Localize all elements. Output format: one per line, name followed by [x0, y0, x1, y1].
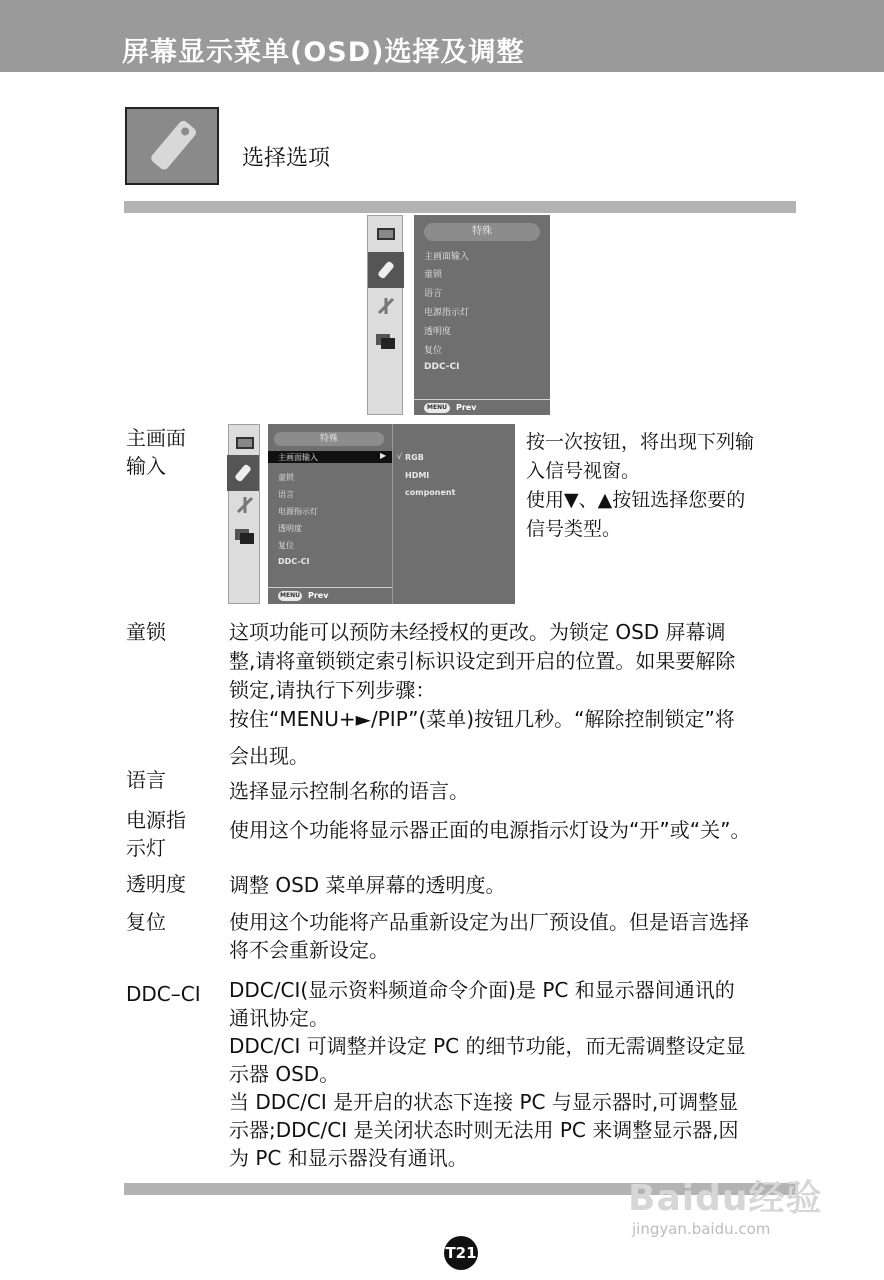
- watermark-logo: Baidu经验: [628, 1178, 823, 1219]
- osd-menu-title: 特殊: [424, 223, 540, 241]
- entry-label-ddcci: DDC–CI: [126, 982, 201, 1006]
- osd-menu-item: 透明度: [424, 327, 452, 337]
- submenu-item: RGB: [405, 453, 424, 462]
- entry-label-language: 语言: [126, 768, 166, 792]
- page-header: [0, 0, 884, 72]
- osd-menu-item: 童锁: [424, 270, 443, 280]
- osd-menu-item-selected: 主画面输入: [278, 453, 318, 462]
- settings-icon: [227, 487, 263, 523]
- osd-menu-item: DDC-CI: [424, 362, 460, 372]
- tag-icon: [227, 455, 259, 491]
- osd-menu-title: 特殊: [274, 432, 384, 446]
- submenu-arrow: ▶: [380, 451, 387, 460]
- submenu-item: HDMI: [405, 471, 430, 480]
- settings-icon: [368, 288, 404, 324]
- entry-label-reset: 复位: [126, 910, 166, 934]
- page-title: 屏幕显示菜单(OSD)选择及调整: [122, 37, 525, 68]
- osd-menu-item: DDC-CI: [278, 557, 310, 566]
- entry-text-transparency: 调整 OSD 菜单屏幕的透明度。: [229, 873, 506, 897]
- osd-menu-panel: [414, 215, 550, 415]
- osd-menu-item: 语言: [278, 490, 294, 499]
- check-icon: √: [397, 452, 403, 461]
- entry-label-power: 电源指 示灯: [126, 808, 186, 860]
- entry-text-power: 使用这个功能将显示器正面的电源指示灯设为“开”或“关”。: [229, 818, 751, 842]
- osd-submenu-panel: [392, 424, 515, 604]
- window-icon: [368, 324, 404, 360]
- entry-label-input: 主画面 输入: [126, 426, 186, 478]
- osd-footer-line: [268, 587, 392, 588]
- osd-menu-item: 电源指示灯: [424, 308, 470, 318]
- entry-text-input: 按一次按钮，将出现下列输 入信号视窗。 使用▼、▲按钮选择您要的 信号类型。: [526, 431, 755, 540]
- osd-menu-item: 复位: [278, 541, 294, 550]
- prev-label: Prev: [456, 403, 477, 412]
- entry-label-transparency: 透明度: [126, 872, 186, 896]
- entry-text-ddcci: DDC/CI(显示资料频道命令介面)是 PC 和显示器间通讯的 通讯协定。 DDC/CI 可调整并设定 PC 的细节功能，而无需调整设定显 示器 OSD。 当 DDC/CI 是开启的状态下连接 PC 与显示器时,可调整显 示器;DDC/CI 是关闭状态时则无法用 PC 来调整显示器,因 为 PC 和显示器没有通讯。: [229, 978, 746, 1170]
- prev-label: Prev: [308, 591, 329, 600]
- menu-button: MENU: [424, 403, 450, 413]
- osd-menu-item: 电源指示灯: [278, 507, 318, 516]
- osd-icon-bar: [228, 424, 260, 604]
- osd-menu-item: 透明度: [278, 524, 302, 533]
- submenu-item: component: [405, 488, 456, 497]
- page-number: T21: [444, 1236, 478, 1270]
- entry-text-reset: 使用这个功能将产品重新设定为出厂预设值。但是语言选择 将不会重新设定。: [229, 910, 749, 962]
- watermark-url: jingyan.baidu.com: [632, 1220, 771, 1238]
- divider-top: [124, 201, 796, 213]
- tag-icon: [368, 252, 404, 288]
- osd-icon-bar: [367, 215, 403, 415]
- osd-footer-line: [414, 399, 550, 400]
- entry-text-lock: 这项功能可以预防未经授权的更改。为锁定 OSD 屏幕调 整,请将童锁锁定索引标识设定到开启的位置。如果要解除 锁定,请执行下列步骤： 按住“MENU+►/PIP”(菜单)按钮几秒。“解除控制锁定”将 会出现。: [229, 620, 736, 768]
- menu-button: MENU: [278, 591, 302, 601]
- entry-text-language: 选择显示控制名称的语言。: [229, 779, 469, 803]
- osd-menu-item: 复位: [424, 346, 443, 356]
- osd-menu-item: 语言: [424, 289, 443, 299]
- section-title: 选择选项: [242, 146, 331, 171]
- entry-label-lock: 童锁: [126, 620, 166, 644]
- osd-menu-item: 主画面输入: [424, 252, 470, 262]
- window-icon: [227, 519, 263, 555]
- tag-icon: [125, 107, 219, 185]
- osd-menu-item: 童锁: [278, 473, 294, 482]
- osd-menu-panel: [268, 424, 392, 604]
- picture-icon: [368, 216, 404, 252]
